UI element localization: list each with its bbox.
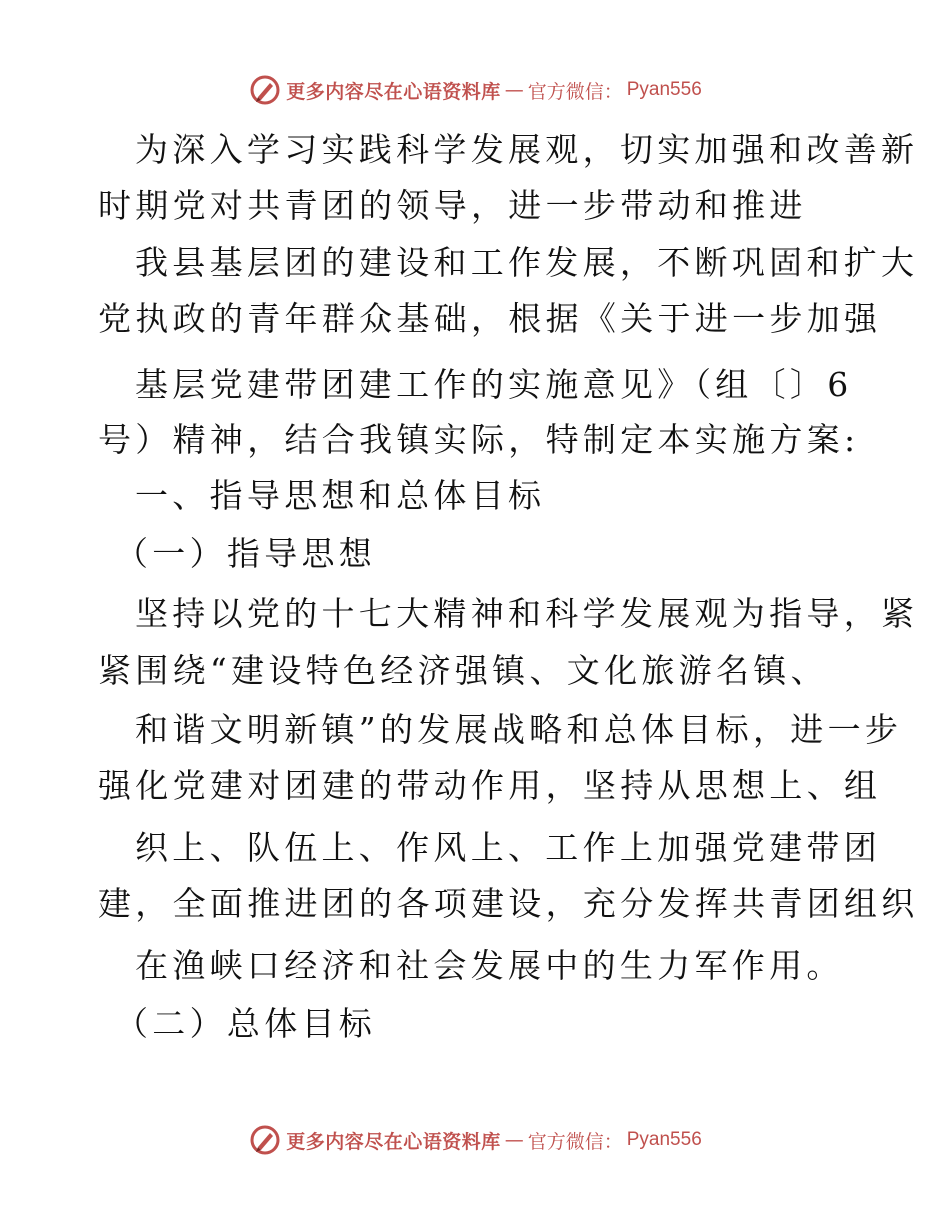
body-line: 坚持以党的十七大精神和科学发展观为指导，紧 — [135, 594, 919, 633]
body-line: 和谐文明新镇”的发展战略和总体目标，进一步 — [135, 710, 903, 749]
watermark-site-text: 更多内容尽在心语资料库 — [286, 80, 501, 103]
body-line: 为深入学习实践科学发展观，切实加强和改善新 — [135, 130, 919, 169]
body-line: 我县基层团的建设和工作发展，不断巩固和扩大 — [135, 243, 919, 282]
subsection-heading: （二）总体目标 — [115, 1004, 377, 1043]
watermark-wechat-id: Pyan556 — [626, 1129, 702, 1150]
pen-logo-icon — [248, 73, 282, 107]
subsection-heading: （一）指导思想 — [115, 534, 377, 573]
watermark-separator: — — [504, 79, 524, 101]
body-line: 建，全面推进团的各项建设，充分发挥共青团组织 — [98, 884, 919, 923]
body-line: 党执政的青年群众基础，根据《关于进一步加强 — [98, 299, 882, 338]
watermark-separator: — — [504, 1129, 524, 1151]
body-line: 强化党建对团建的带动作用，坚持从思想上、组 — [98, 766, 882, 805]
header-watermark — [0, 70, 950, 110]
watermark-wechat-id: Pyan556 — [626, 79, 702, 100]
watermark-site-text: 更多内容尽在心语资料库 — [286, 1130, 501, 1153]
body-line: 织上、队伍上、作风上、工作上加强党建带团 — [135, 828, 881, 867]
body-line: 号）精神，结合我镇实际，特制定本实施方案: — [98, 420, 860, 459]
watermark-wechat-label: 官方微信： — [527, 1130, 623, 1153]
watermark-wechat-label: 官方微信： — [527, 80, 623, 103]
body-line: 基层党建带团建工作的实施意见》（组〔〕6 — [135, 365, 853, 404]
footer-watermark — [0, 1120, 950, 1160]
pen-logo-icon — [248, 1123, 282, 1157]
section-heading: 一、指导思想和总体目标 — [135, 476, 546, 515]
body-line: 在渔峡口经济和社会发展中的生力军作用。 — [135, 946, 844, 985]
body-line: 紧围绕“建设特色经济强镇、文化旅游名镇、 — [98, 651, 828, 690]
body-line: 时期党对共青团的领导，进一步带动和推进 — [98, 186, 807, 225]
